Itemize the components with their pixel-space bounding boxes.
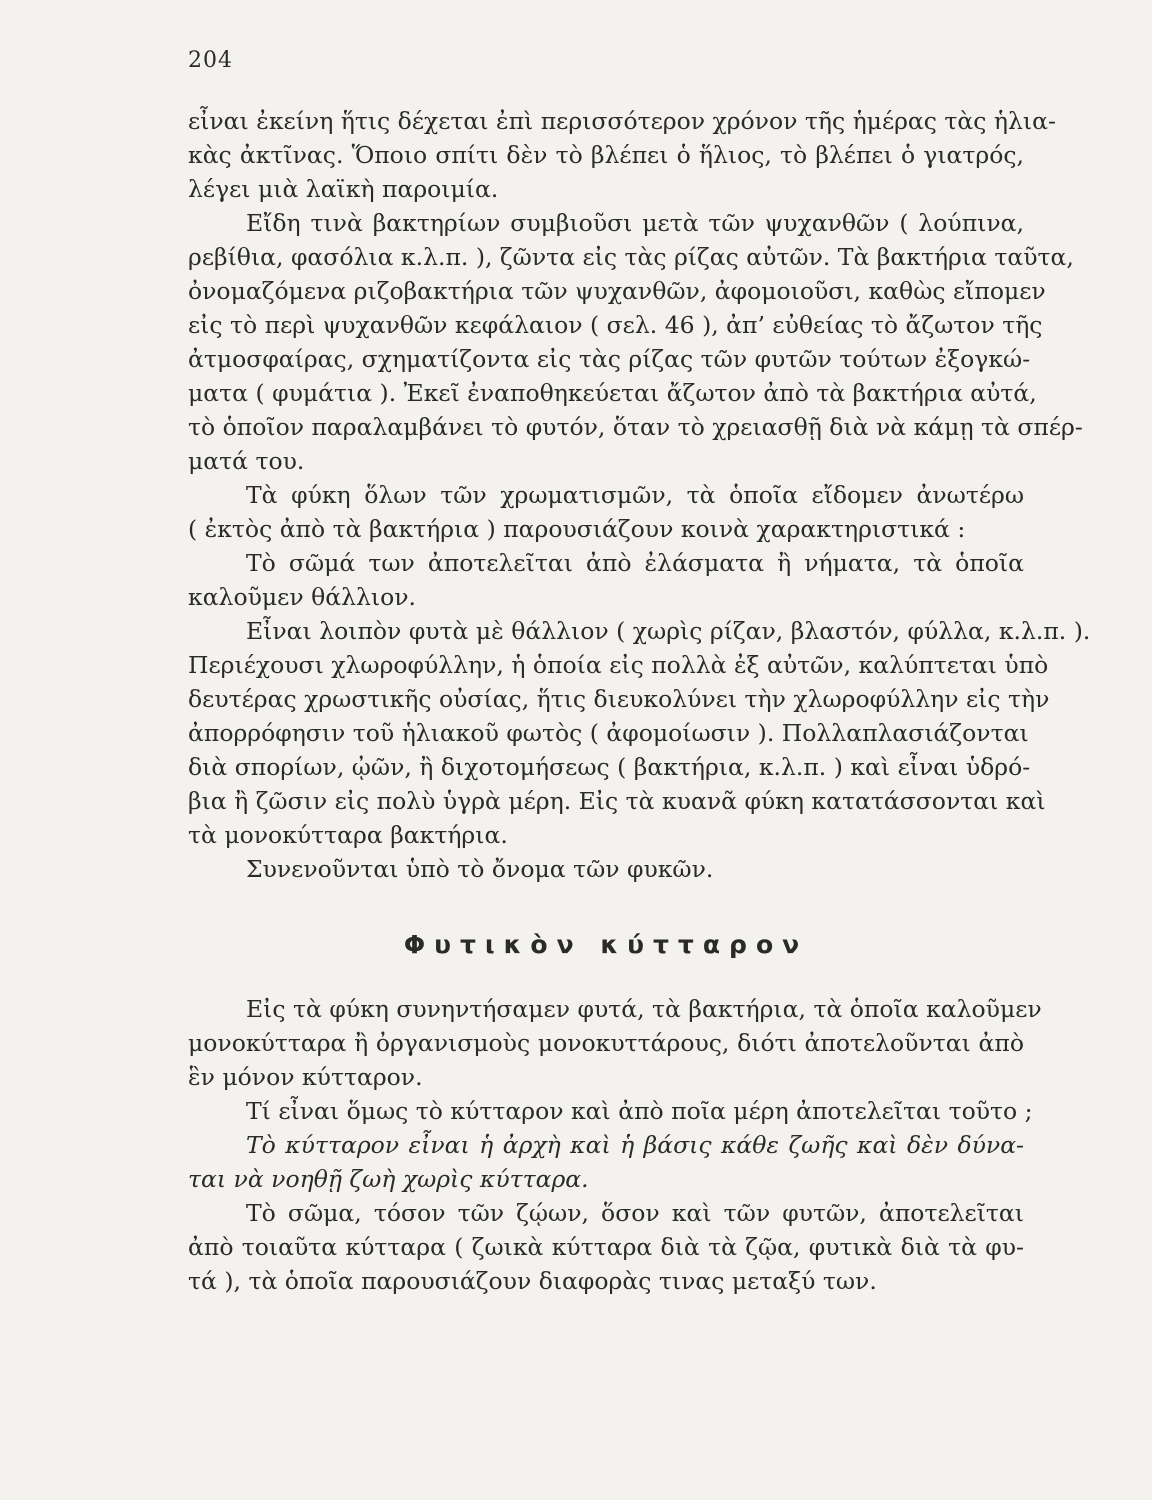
text-line: μονοκύτταρα ἢ ὀργανισμοὺς μονοκυττάρους, διότι ἀποτελοῦνται ἀπὸ (188, 1029, 1024, 1057)
paragraph-1 (188, 104, 1056, 206)
text-line: ἀπὸ τοιαῦτα κύτταρα ( ζωικὰ κύτταρα διὰ τὰ ζῷα, φυτικὰ διὰ τὰ φυ- (188, 1233, 1024, 1261)
paragraph-3 (188, 478, 1024, 546)
paragraph-6 (188, 852, 1024, 886)
text-line: τά ), τὰ ὁποῖα παρουσιάζουν διαφορὰς τινας μεταξύ των. (188, 1267, 877, 1295)
text-line: τὸ ὁποῖον παραλαμβάνει τὸ φυτόν, ὅταν τὸ χρειασθῇ διὰ νὰ κάμῃ τὰ σπέρ- (188, 413, 1083, 441)
text-line: ὀνομαζόμενα ριζοβακτήρια τῶν ψυχανθῶν, ἀφομοιοῦσι, καθὼς εἴπομεν (188, 277, 1046, 305)
page-body (188, 104, 1091, 1298)
page-number: 204 (188, 48, 233, 73)
text-line: διὰ σπορίων, ᾠῶν, ἢ διχοτομήσεως ( βακτήρια, κ.λ.π. ) καὶ εἶναι ὑδρό- (188, 753, 1031, 781)
paragraph-2 (188, 206, 1083, 478)
text-line: Τὰ φύκη ὅλων τῶν χρωματισμῶν, τὰ ὁποῖα εἴδομεν ἀνωτέρω (246, 481, 1024, 509)
text-line: λέγει μιὰ λαϊκὴ παροιμία. (188, 175, 499, 203)
text-line: ματά του. (188, 447, 305, 475)
text-line: Τί εἶναι ὅμως τὸ κύτταρον καὶ ἀπὸ ποῖα μέρη ἀποτελεῖται τοῦτο ; (246, 1097, 1033, 1125)
text-line: ματα ( φυμάτια ). Ἐκεῖ ἐναποθηκεύεται ἄζωτον ἀπὸ τὰ βακτήρια αὐτά, (188, 379, 1037, 407)
text-line: Εἰς τὰ φύκη συνηντήσαμεν φυτά, τὰ βακτήρια, τὰ ὁποῖα καλοῦμεν (246, 995, 1042, 1023)
paragraph-10 (188, 1196, 1024, 1298)
text-line: ἀπορρόφησιν τοῦ ἡλιακοῦ φωτὸς ( ἀφομοίωσιν ). Πολλαπλασιάζονται (188, 719, 1029, 747)
text-line: δευτέρας χρωστικῆς οὐσίας, ἥτις διευκολύνει τὴν χλωροφύλλην εἰς τὴν (188, 685, 1050, 713)
text-line: Εἶναι λοιπὸν φυτὰ μὲ θάλλιον ( χωρὶς ρίζαν, βλαστόν, φύλλα, κ.λ.π. ). (246, 617, 1091, 645)
paragraph-5 (188, 614, 1091, 852)
text-line: Περιέχουσι χλωροφύλλην, ἡ ὁποία εἰς πολλὰ ἐξ αὐτῶν, καλύπτεται ὑπὸ (188, 651, 1049, 679)
text-line: κὰς ἀκτῖνας. Ὅποιο σπίτι δὲν τὸ βλέπει ὁ ἥλιος, τὸ βλέπει ὁ γιατρός, (188, 141, 1024, 169)
text-line: καλοῦμεν θάλλιον. (188, 583, 417, 611)
paragraph-8 (188, 1094, 1033, 1128)
text-line: Συνενοῦνται ὑπὸ τὸ ὄνομα τῶν φυκῶν. (246, 855, 714, 883)
text-line: Τὸ σῶμά των ἀποτελεῖται ἀπὸ ἐλάσματα ἢ νήματα, τὰ ὁποῖα (246, 549, 1024, 577)
paragraph-9 (188, 1128, 1024, 1196)
text-line: Εἴδη τινὰ βακτηρίων συμβιοῦσι μετὰ τῶν ψυχανθῶν ( λούπινα, (246, 209, 1024, 237)
text-line: τὰ μονοκύτταρα βακτήρια. (188, 821, 508, 849)
text-line: ρεβίθια, φασόλια κ.λ.π. ), ζῶντα εἰς τὰς ρίζας αὐτῶν. Τὰ βακτήρια ταῦτα, (188, 243, 1074, 271)
paragraph-7 (188, 992, 1042, 1094)
text-line: εἶναι ἐκείνη ἥτις δέχεται ἐπὶ περισσότερον χρόνον τῆς ἡμέρας τὰς ἡλια- (188, 107, 1056, 135)
text-line: εἰς τὸ περὶ ψυχανθῶν κεφάλαιον ( σελ. 46 ), ἀπ’ εὐθείας τὸ ἄζωτον τῆς (188, 311, 1043, 339)
text-line: ἓν μόνον κύτταρον. (188, 1063, 423, 1091)
text-line: Τὸ σῶμα, τόσον τῶν ζῴων, ὅσον καὶ τῶν φυτῶν, ἀποτελεῖται (246, 1199, 1024, 1227)
text-line: βια ἢ ζῶσιν εἰς πολὺ ὑγρὰ μέρη. Εἰς τὰ κυανᾶ φύκη κατατάσσονται καὶ (188, 787, 1046, 815)
paragraph-4 (188, 546, 1024, 614)
text-line: ἀτμοσφαίρας, σχηματίζοντα εἰς τὰς ρίζας τῶν φυτῶν τούτων ἐξογκώ- (188, 345, 1031, 373)
section-heading: Φυτικὸν κύτταρον (403, 930, 809, 959)
text-line: ( ἐκτὸς ἀπὸ τὰ βακτήρια ) παρουσιάζουν κοινὰ χαρακτηριστικά : (188, 515, 966, 543)
text-line: ται νὰ νοηθῇ ζωὴ χωρὶς κύτταρα. (188, 1165, 589, 1193)
text-line: Τὸ κύτταρον εἶναι ἡ ἀρχὴ καὶ ἡ βάσις κάθε ζωῆς καὶ δὲν δύνα- (246, 1131, 1024, 1159)
